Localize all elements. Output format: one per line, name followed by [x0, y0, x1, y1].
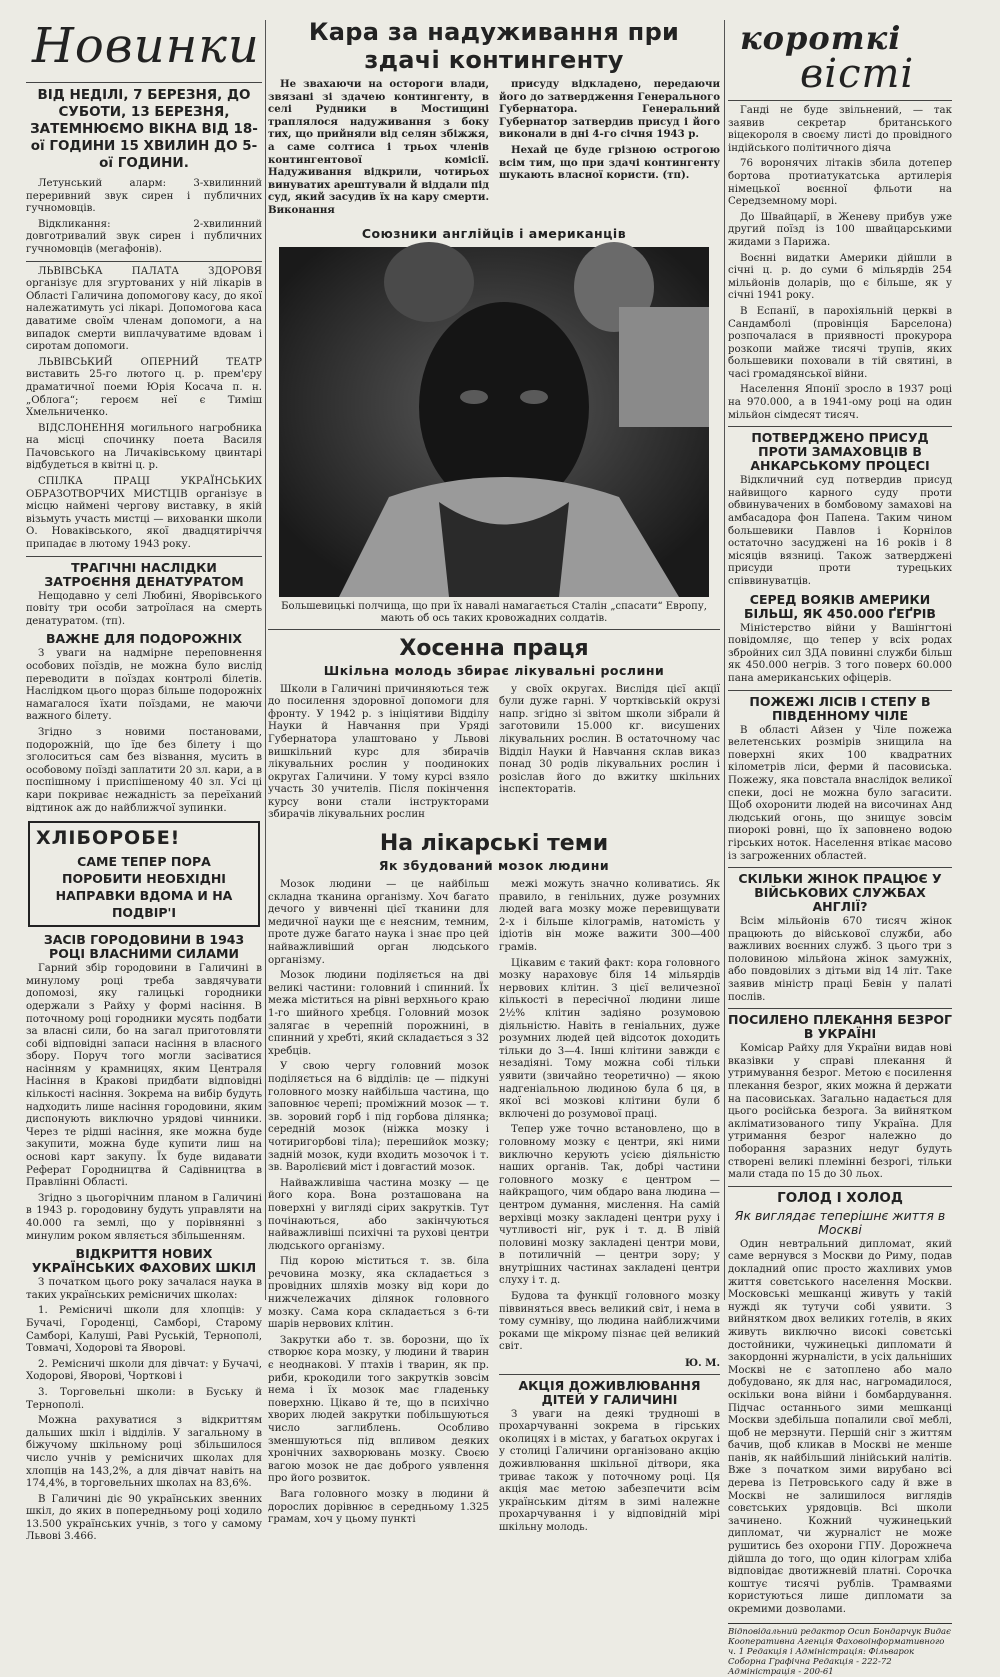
subheadline-medical: Як збудований мозок людини — [378, 858, 610, 874]
work-text: Школи в Галичині причиняються теж до посилення здоровної допомоги для фронту. У 1942 р. з ініціятиви Відділу Науки й Навчання при Уряді Губернатора улаштовано у Львові вишкільний курс для збирачів лікувальних рослин у поодиноких округах Галичини. У тому курсі взяло участь 30 учителів. Після покінчення курсу вони стали інструкторами збирачів лікувальних рослин — [268, 683, 489, 821]
rubric-novynky: Новинки — [32, 18, 260, 74]
article-action: З уваги на деякі трудноші в прохарчуванні зокрема в гірських околицях і в містах, у багатьох округах і у столиці Галичини організовано акцію доживлювання шкільної дітвори, яка триває також у поточному році. Ця акція має метою забезпечити всім українським дітям в зимі належне прохарчування і у відповідній мірі шкільну молодь. — [499, 1408, 720, 1533]
divider — [728, 867, 952, 868]
article-penalty — [268, 78, 720, 220]
article-work — [268, 684, 720, 826]
article-travel: Згідно з новими постановами, подорожній, що їде без білету і що зголоситься сам без візвання, мусить в особовому поїзді заплатити 20 зл. кари, а в поспішному і приспішеному 40 зл. Усі ці кари покриває нежадність за переїханий відтинок аж до найближчої зупинки. — [26, 726, 262, 814]
article-schools: Можна рахуватися з відкриттям дальших шкіл і відділів. У загальному в біжучому шкільному році збільшилося число учнів у ремісничих школах для хлопців на 143,2%, а для дівчат навіть на 174,4%, в торговельних школах на 83,6%. — [26, 1415, 262, 1490]
divider — [728, 426, 952, 427]
headline-moscow: ГОЛОД І ХОЛОД — [777, 1189, 903, 1206]
article-travel: З уваги на надмірне переповнення особових поїздів, не можна було вислід переводити в поїздах контролі білетів. Наслідком цього щораз більше подорожніх намагалося їхати поїздами, не маючи важного білету. — [26, 648, 262, 723]
rubric-short-news — [740, 19, 952, 97]
divider — [26, 261, 262, 262]
headline-penalty: Кара за надуживання при здачі контингенту — [308, 18, 680, 74]
article-moscow: Один невтральний дипломат, який саме вернувся з Москви до Риму, подав докладний опис просто жахливих умов життя совєтського населення Москви. Московські мешканці живуть у такій нужді як тутучи собі уявити. З вийнятком двох великих готелів, в яких живуть виключно високі совєтські достойники, чужинецькі дипломати й закордонні журналісти, в усіх дальніших Москві не є затоплено або мало добудовано, як для нас, нагромадилося, оскільки вона війни і бомбардування. Підчас останнього зими мешканці Москви здебільша попалили свої меблі, щоб не мерзнути. Першій сніг з життям бачив, щоб кликав в Москві не менше панів, як найбільший лінійський налітів. Вже з початком зими вирубано всі дерева із Петровського саду й вже в Москві не залишилося виглядів совєтських урядовців. Всі школи зачинено. Кожний чужинецький дипломат, чи журналіст не може рушитись без охорони ГПУ. Дорожнеча дійшла до того, що один кілограм хліба відповідає двотижневій платні. Сорочка коштує тисячі рублів. Трамваями користуються лише дипломати за окремими дозволами. — [728, 1238, 952, 1615]
rubric-word-2: вісті — [800, 51, 915, 97]
medical-text: Будова та функції головного мозку піввиняться ввесь великий світ, і нема в тому сумніву, що людина найближчими роками ще мікрому пізнає цей великий світ. — [499, 1291, 720, 1353]
medical-text: Найважливіша частина мозку — це його кора. Вона розташована на поверхні у вигляді сірих закрутків. Тут почінаються, або закінчуються найважливіші психічні та рухові центри людського організму. — [268, 1177, 489, 1252]
headline-work: Хосенна праця — [399, 635, 589, 661]
article-schools: 1. Ремісничі школи для хлопців: у Бучачі, Городенці, Самборі, Старому Самборі, Калуші, Раві Руській, Тернополі, Товмачі, Ходорові та Яворові. — [26, 1305, 262, 1355]
photo-headline: Союзники англійців і американців — [361, 225, 627, 241]
medical-text: Закрутки або т. зв. борозни, що їх створює кора мозку, у людини й тварин є неоднакові. У птахів і тварин, як пр. риби, крокодили того закрутків зовсім нема і їх мозок має гладеньку поверхню. Цікаво й те, що в психічно хворих людей закрутки побільшуються число заглиблень. Особливо зменшуються під впливом деяких хронічних захворювань мозку. Своєю вагою мозок не дає доброго уявлення про його розвиток. — [268, 1334, 489, 1485]
headline-tragic: ТРАГІЧНІ НАСЛІДКИ ЗАТРОЄННЯ ДЕНАТУРАТОМ — [44, 559, 244, 589]
short-news-item: Воєнні видатки Америки дійшли в січні ц. р. до суми 6 мільярдів 254 мільйонів доларів, що є більше, як у січні 1941 року. — [728, 252, 952, 302]
medical-text: Мозок людини поділяється на дві великі частини: головний і спинний. Їх межа міститься на рівні верхнього краю 1-го шийного хребця. Головний мозок залягає в черепній порожнині, в спинний у хребті, який складається з 32 хребців. — [268, 970, 489, 1057]
article-tragic: Нещодавно у селі Любині, Яворівського повіту три особи затроїлася на смерть денатуратом. (тп). — [26, 590, 262, 627]
soldier-photo-image — [279, 247, 709, 597]
photo-caption: Большевицькі полчища, що при їх навалі намагається Сталін „спасати“ Европу, мають об ось таких кровожадних солдатів. — [281, 600, 707, 624]
article-ankara: Відкличний суд потвердив присуд найвищого карного суду проти обвинувачених в бомбовому замахові на амбасадора фон Папена. Таким чином большевики Павлов і Корнілов остаточно засуджені на 16 років і 8 місяців вязниці. Також затверджені присуди проти турецьких співвинуватців. — [728, 475, 952, 587]
article-cattle: Комісар Райху для України видав нові вказівки у справі плекання й утримування безрог. Метою є посилення плекання безрог, яких можна й держати на пасовиськах. Загально надається для цього російська безрога. За вийнятком акліматизованого типу Україна. Для утримання безрог належно до поборання заразних недуг будуть створені великі племінні безрогі, тільки мали стада по 15 до 30 льох. — [728, 1043, 952, 1181]
farmer-notice-box — [28, 821, 260, 927]
medical-text: Вага головного мозку в людини й дорослих дорівнює в середньому 1.325 грамам, хоч у цьому пункті — [268, 1488, 489, 1526]
penalty-text: присуду відкладено, передаючи його до затвердження Генерального Губернатора. Генеральний Губернатор затвердив присуд і його виконали в дні 4-го січня 1943 р. — [499, 78, 720, 141]
short-news-item: Населення Японії зросло в 1937 році на 970.000, а в 1941-ому році на один мільйон сімдесят тисяч. — [728, 384, 952, 421]
farmer-notice-title: ХЛІБОРОБЕ! — [36, 827, 181, 850]
work-text: у своїх округах. Вислідя цієї акції були дуже гарні. У чортківській окрузі напр. згідно зі звітом школи зібрали й заготовили 15.000 кг. висушених лікувальних рослин. В остаточному час Відділ Науки й Навчання склав виказ понад 30 родів лікувальних рослин і розіслав його до вжитку шкільних інспекторатів. — [499, 683, 720, 796]
headline-fire: ПОЖЕЖІ ЛІСІВ І СТЕПУ В ПІВДЕННОМУ ЧІЛЕ — [749, 693, 931, 723]
article-schools: 3. Торговельні школи: в Буську й Тернополі. — [26, 1386, 262, 1411]
headline-travel: ВАЖНЕ ДЛЯ ПОДОРОЖНІХ — [45, 631, 243, 647]
divider — [268, 629, 720, 630]
subheadline-moscow: Як виглядає теперішнє життя в Москві — [734, 1207, 946, 1237]
headline-schools: ВІДКРИТТЯ НОВИХ УКРАЇНСЬКИХ ФАХОВИХ ШКІЛ — [31, 1246, 257, 1276]
rubric-word-1: короткі — [740, 19, 902, 57]
article-women: Всім мільйонів 670 тисяч жінок працюють до військової служби, або важливих воєнних служб. З цього три з половиною мільйона жінок замужніх, або повдовілих з дітьми від 14 літ. Таке заявив міністр праці Бевін у палаті послів. — [728, 916, 952, 1003]
article-schools: З початком цього року зачалася наука в таких українських ремісничих школах: — [26, 1277, 262, 1301]
soldier-photo — [279, 247, 709, 597]
news-item: ВІДСЛОНЕННЯ могильного нагробника на місці спочинку поета Василя Пачовського на Личаківському цвинтарі відбудеться в квітні ц. р. — [26, 422, 262, 472]
recall-notice: Відкликання: 2-хвилинний довготривалий звук сирен і публичних гучномовців (мегафонів). — [26, 218, 262, 255]
article-fire: В області Айзен у Чіле пожежа велетенських розмірів знищила на поверхні яких 100 квадратних кілометрів ліси, ферми й пасовиська. Пожежу, яка повстала внаслідок великої спеки, досі не можна було загасити. Щоб охоронити людей на височинах Анд людський огонь, що знищує зовсім пиорокі ровні, що їх заповнено водою гірських ноток. Населення втікає масово із загроженних областей. — [728, 724, 952, 862]
author-signature: Ю. М. — [684, 1357, 720, 1370]
medical-text: Мозок людини — це найбільш складна тканина організму. Хоч багато дечого у вивченні цієї тканини для медичної науки ще є неясним, темним, проте дуже багато наука і знає про цей найважливіший орган людського організму. — [268, 879, 489, 966]
article-garden: Згідно з цьогорічним планом в Галичині в 1943 р. городовину будуть управляти на 40.000 га землі, що у порівнянні з минулим роком являється збільшенням. — [26, 1192, 262, 1242]
short-news-item: До Швайцарії, в Женеву прибув уже другий поїзд із 100 швайцарськими жидами з Парижа. — [728, 211, 952, 248]
alarm-notice: Летунський аларм: 3-хвилинний переривний звук сирен і публичних гучномовців. — [26, 178, 262, 215]
headline-garden: ЗАСІВ ГОРОДОВИНИ В 1943 РОЦІ ВЛАСНИМИ СИЛАМИ — [43, 932, 245, 962]
headline-medical: На лікарські теми — [379, 831, 609, 857]
divider — [728, 690, 952, 691]
publisher-imprint: Відповідальний редактор Осип Бондарчук Видає Кооперативна Агенція Фаховоінформативного ч. 1 Редакція і Адміністрація: Фільварок Соборна Графічна Редакція - 222-72 Адміністрація - 200-61 — [728, 1623, 952, 1677]
farmer-notice-text: САМЕ ТЕПЕР ПОРА ПОРОБИТИ НЕОБХІДНІ НАПРАВКИ ВДОМА И НА ПОДВІР'І — [55, 854, 233, 921]
medical-text: Під корою міститься т. зв. біла речовина мозку, яка складається з провідних шляхів мозку від кори до нижчележачих ділянок головного мозку. Сама кора складається з 6-ти шарів нервових клітин. — [268, 1256, 489, 1331]
short-news-item: 76 воронячих літаків збила дотепер бортова протиатукатська артилерія німецької воєнної фльоти на Середземному морі. — [728, 158, 952, 208]
center-column — [268, 0, 720, 1538]
headline-action: АКЦІЯ ДОЖИВЛЮВАННЯ ДІТЕЙ У ГАЛИЧИНІ — [518, 1377, 701, 1407]
blackout-notice: ВІД НЕДІЛІ, 7 БЕРЕЗНЯ, ДО СУБОТИ, 13 БЕРЕЗНЯ, ЗАТЕМНЮЄМО ВІКНА ВІД 18-ої ГОДИНИ 15 ХВИЛИН ДО 5-ої ГОДИНИ. — [30, 87, 258, 171]
right-column — [728, 0, 952, 1677]
article-schools: В Галичині діє 90 українських звенних шкіл, до яких в попередньому році ходило 13.500 українських учнів, з того у самому Львові 3.466. — [26, 1493, 262, 1543]
left-column — [26, 0, 262, 1547]
article-army: Міністерство війни у Вашінгтоні повідомляє, що тепер у всіх родах збройних сил ЗДА повинні служби більш як 450.000 негрів. З того поверх 60.000 пана американських офіцерів. — [728, 622, 952, 684]
divider — [499, 1374, 720, 1375]
headline-women: СКІЛЬКИ ЖІНОК ПРАЦЮЄ У ВІЙСЬКОВИХ СЛУЖБАХ АНГЛІЇ? — [738, 871, 942, 915]
divider — [728, 1186, 952, 1187]
headline-ankara: ПОТВЕРДЖЕНО ПРИСУД ПРОТИ ЗАМАХОВЦІВ В АНКАРСЬКОМУ ПРОЦЕСІ — [750, 430, 930, 474]
divider — [26, 556, 262, 557]
article-schools: 2. Ремісничі школи для дівчат: у Бучачі, Ходорові, Яворові, Чорткові і — [26, 1358, 262, 1383]
headline-army: СЕРЕД ВОЯКІВ АМЕРИКИ БІЛЬШ, ЯК 450.000 ҐЕҐРІВ — [744, 591, 936, 621]
subheadline-work: Шкільна молодь збирає лікувальні рослини — [323, 662, 665, 678]
news-item: ЛЬВІВСЬКА ПАЛАТА ЗДОРОВЯ організує для згуртованих у ній лікарів в Області Галичина допомогову касу, до якої належатимуть усі лікарі. Допомогова каса даватиме своїм членам допомоги, а на випадок смерти виплачуватиме вдовам і сиротам допомоги. — [26, 265, 262, 353]
article-medical — [268, 879, 720, 1538]
divider — [26, 82, 262, 83]
divider — [728, 100, 952, 101]
medical-text: Тепер уже точно встановлено, що в головному мозку є центри, які ними виключно керують усією діяльністю наших органів. Так, добрі частини головного мозку є центром — найкращого, чим обдаро вана людина — центром думання, мислення. На самій верхівці мозку закладені центри руху і чутливості ніг, рук і т. д. В лівій половині мозку закладені центри мови, в потиличній — центри зору; у внутрішних частинах закладені центри слуху і т. д. — [499, 1124, 720, 1287]
news-item: ЛЬВІВСЬКИЙ ОПЕРНИЙ ТЕАТР виставить 25-го лютого ц. р. прем'єру драматичної поеми Юрія Косача п. н. „Облога“; героєм неї є Тиміш Хмельниченко. — [26, 356, 262, 419]
short-news-item: Ганді не буде звільнений, — так заявив секретар британського віцекороля в своєму листі до провідного індійського політичного діяча — [728, 105, 952, 154]
headline-cattle: ПОСИЛЕНО ПЛЕКАННЯ БЕЗРОГ В УКРАЇНІ — [728, 1012, 952, 1042]
column-rule — [724, 20, 725, 1300]
medical-text: Цікавим є такий факт: кора головного мозку нараховує біля 14 мільярдів нервових клітин. З цієї величезної кількості в пересічної людини лише 2½% клітин задіяно розумовою діяльністю. Навіть в геніальних, дуже розумних людей цей відсоток доходить тільки до 3—4. Інші клітини завжди є незадіяні. Тому можна собі тільки уявити (звичайно теоретично) — якою надгеніальною людиною була б ця, в якої всі мозкові клітини були б включені до розумової праці. — [499, 957, 720, 1120]
article-garden: Гарний збір городовини в Галичині в минулому році треба завдячувати допомозі, яку галицькі городники одержали з Райху у формі насіння. В поточному році городники мусять подбати за власні сили, бо на загал приготовляти собі відповідні запаси насіння в власного збору. Поруч того могли засіватися насінням у крамницях, яким Централя Насіння в Кракові придбати відповідні кількості насіння. Зокрема на вибір будуть надходить лише насіння городовини, яким диспонують виключно урядові чинники. Через те рідші насіння, яке можна буде закупити, можна буде купити лиш на основі карт закупу. Їх буде видавати Реферат Городництва й Садівництва в Правлінні Області. — [26, 963, 262, 1189]
medical-text: У свою чергу головний мозок поділяється на 6 відділів: це — підкуні головного мозку найбільша частина, що заповнює черепі; проміжний мозок — т. зв. зоровий горб і під горбова ділянка; середній мозок (ніжка мозку і чотиригорбові тіла); перешийок мозку; задній мозок, куди входить мозочок і т. зв. Варолієвий міст і довгастий мозок. — [268, 1061, 489, 1174]
divider — [728, 1008, 952, 1009]
medical-text: межі можуть значно коливатись. Як правило, в генільних, дуже розумних людей вага мозку може перевищувати 2-х і більше кілограмів, натомість у ідіотів він може важити 300—400 грамів. — [499, 879, 720, 954]
column-rule — [265, 20, 266, 1300]
penalty-text: Нехай це буде грізною острогою всім тим, що при здачі контингенту шукають власної користи. (тп). — [499, 143, 720, 182]
penalty-text: Не звахаючи на остороги влади, звязані зі здачею контингенту, в селі Рудники в Мостищині траплялося надуживання з боку тих, що прийняли від селян збіжжя, а саме солтиса і трьох членів контингентової комісії. Надуживання відкрили, чотирьох винуватих арештували й віддали під суд, який засудив їх на кару смерти. Виконання — [268, 78, 489, 216]
short-news-item: В Еспанії, в парохіяльній церкві в Сандамболі (провінція Барселона) розпочалася в приявності прокурора розкопи майже тисячі трупів, яких большевики поховали в тій святині, в часі громадянської війни. — [728, 305, 952, 380]
news-item: СПІЛКА ПРАЦІ УКРАЇНСЬКИХ ОБРАЗОТВОРЧИХ МИСТЦІВ організує в місцю наймені чергову виставку, в якій візьмуть участь мистці — вихованки школи О. Новаківського, якої двадцятиріччя припадає в лютому 1943 року. — [26, 476, 262, 551]
